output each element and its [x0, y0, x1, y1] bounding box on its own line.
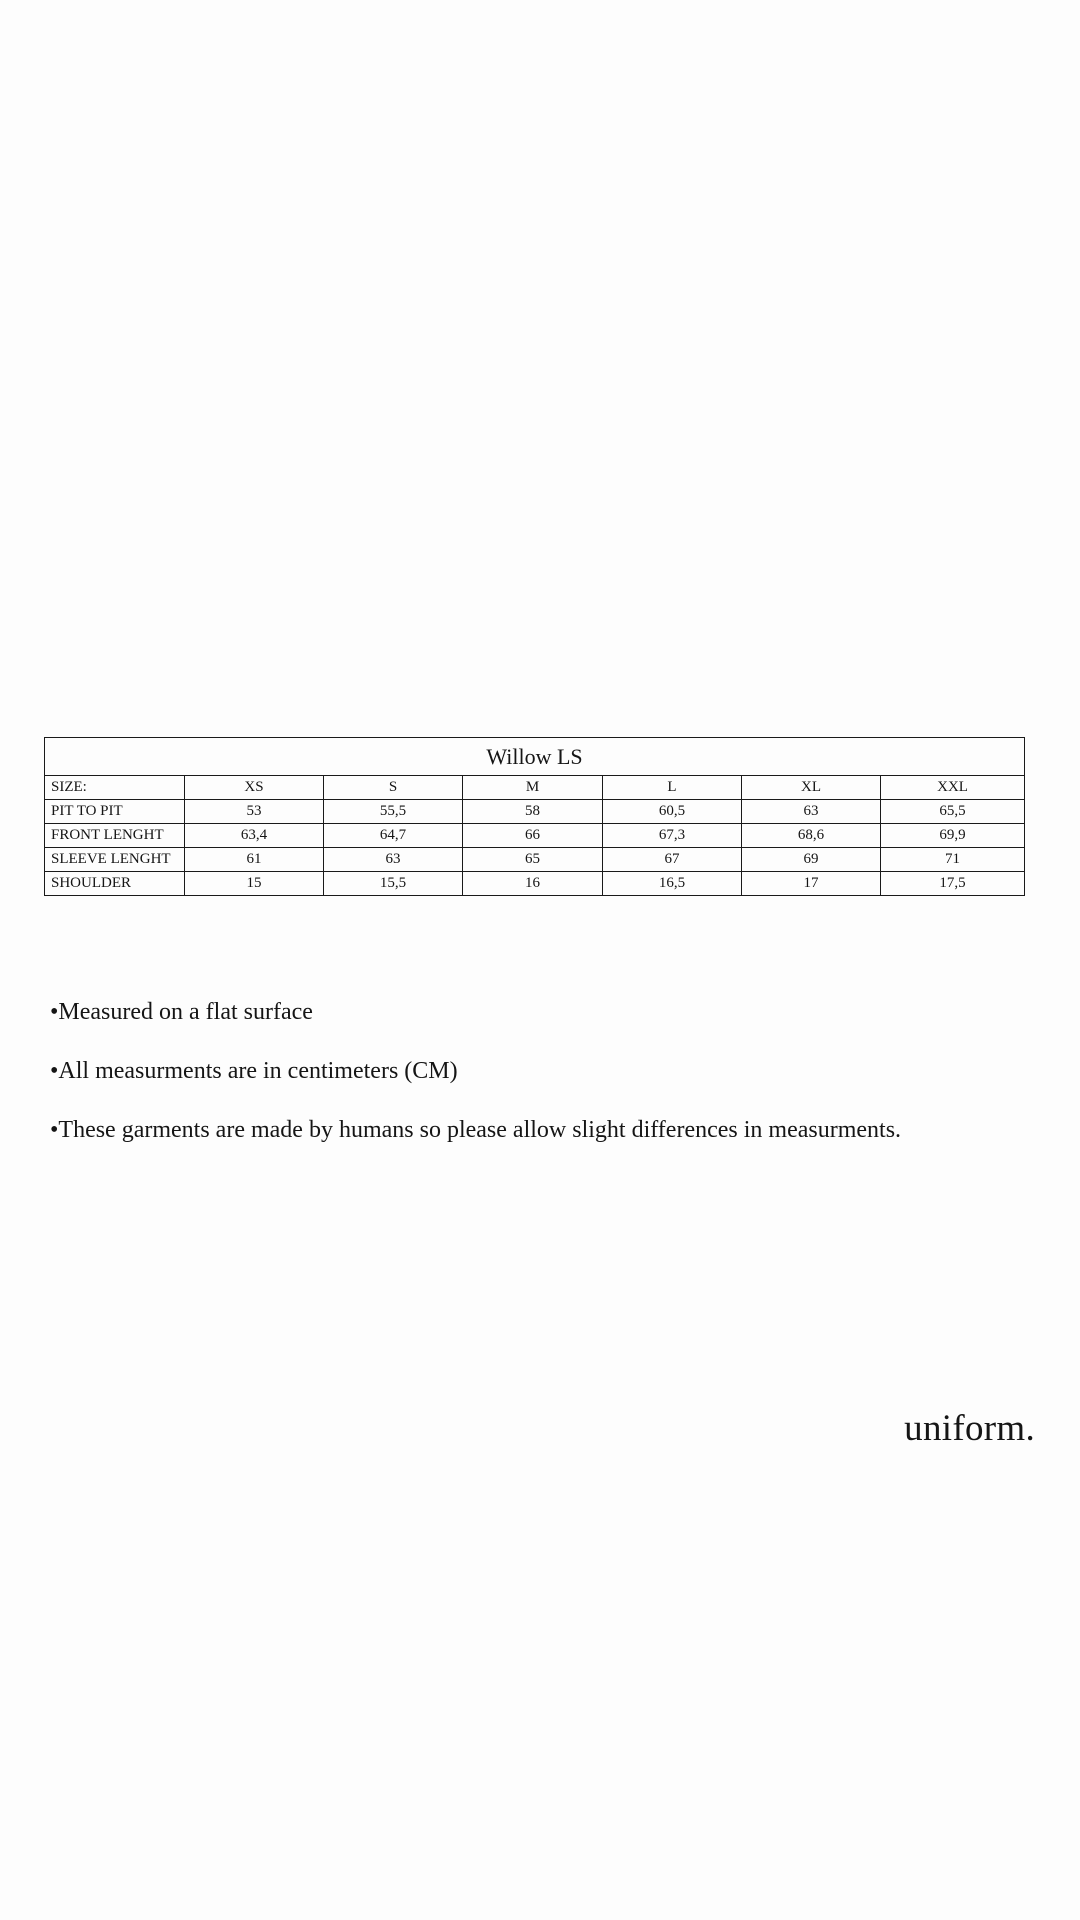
table-cell: 67,3 — [603, 824, 742, 848]
table-cell: 61 — [185, 848, 324, 872]
table-cell: 60,5 — [603, 800, 742, 824]
table-cell: 15,5 — [324, 872, 463, 896]
table-cell: 15 — [185, 872, 324, 896]
table-cell: 17,5 — [881, 872, 1025, 896]
table-row — [45, 824, 1025, 848]
note-flat-surface: •Measured on a flat surface — [50, 999, 313, 1025]
table-cell: 63 — [742, 800, 881, 824]
table-cell: 64,7 — [324, 824, 463, 848]
chart-title: Willow LS — [45, 738, 1025, 776]
size-xxl: XXL — [881, 776, 1025, 800]
table-cell: 69,9 — [881, 824, 1025, 848]
table-cell: 53 — [185, 800, 324, 824]
table-cell: 63 — [324, 848, 463, 872]
size-header-label: SIZE: — [45, 776, 185, 800]
row-label-shoulder: SHOULDER — [45, 872, 185, 896]
table-cell: 16 — [463, 872, 603, 896]
table-cell: 67 — [603, 848, 742, 872]
table-cell: 66 — [463, 824, 603, 848]
row-label-sleeve-length: SLEEVE LENGHT — [45, 848, 185, 872]
table-row — [45, 872, 1025, 896]
table-cell: 16,5 — [603, 872, 742, 896]
size-chart-table — [44, 737, 1025, 896]
table-row — [45, 800, 1025, 824]
table-cell: 65 — [463, 848, 603, 872]
size-xs: XS — [185, 776, 324, 800]
row-label-pit-to-pit: PIT TO PIT — [45, 800, 185, 824]
table-cell: 71 — [881, 848, 1025, 872]
table-cell: 63,4 — [185, 824, 324, 848]
table-cell: 68,6 — [742, 824, 881, 848]
size-m: M — [463, 776, 603, 800]
table-cell: 69 — [742, 848, 881, 872]
brand-logo: uniform. — [904, 1408, 1035, 1449]
size-xl: XL — [742, 776, 881, 800]
size-s: S — [324, 776, 463, 800]
row-label-front-length: FRONT LENGHT — [45, 824, 185, 848]
table-cell: 58 — [463, 800, 603, 824]
measurement-notes — [50, 998, 901, 1174]
note-handmade-differences: •These garments are made by humans so please allow slight differences in measurments. — [50, 1116, 902, 1143]
table-row — [45, 848, 1025, 872]
size-l: L — [603, 776, 742, 800]
table-cell: 17 — [742, 872, 881, 896]
note-centimeters: •All measurments are in centimeters (CM) — [50, 1057, 458, 1084]
table-cell: 55,5 — [324, 800, 463, 824]
size-header-row — [45, 776, 1025, 800]
table-cell: 65,5 — [881, 800, 1025, 824]
